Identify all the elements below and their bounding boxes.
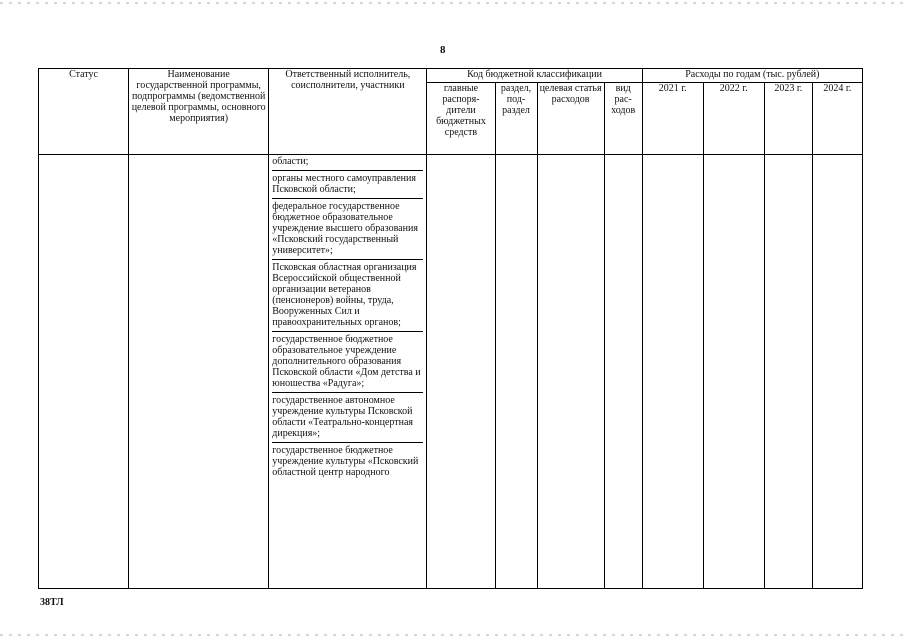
program-name-cell [129, 155, 269, 589]
header-expenses-by-year: Расходы по годам (тыс. рублей) [642, 69, 862, 83]
executor-item: государственное бюджетное учреждение культуры «Псковский областной центр народного [272, 442, 423, 481]
budget-table [38, 68, 863, 589]
executor-item: области; [272, 156, 309, 167]
header-budget-classification: Код бюджетной классификации [427, 69, 642, 83]
year-2021-cell [642, 155, 703, 589]
executor-item: государственное бюджетное образовательное учреждение дополнительного образования Псковской области «Дом детства и юношества «Радуга»; [272, 331, 423, 392]
status-cell [39, 155, 129, 589]
header-section: раздел, под-раздел [495, 83, 537, 155]
year-2024-cell [812, 155, 862, 589]
main-managers-cell [427, 155, 495, 589]
table-row [39, 155, 863, 589]
scan-edge-top [0, 2, 905, 4]
header-program-name: Наименование государственной программы, подпрограммы (ведомственной целевой программы, основного мероприятия) [129, 69, 269, 155]
target-item-cell [537, 155, 604, 589]
executor-item: органы местного самоуправления Псковской области; [272, 170, 423, 198]
executor-item: государственное автономное учреждение культуры Псковской области «Театрально-концертная дирекция»; [272, 392, 423, 442]
year-2022-cell [703, 155, 764, 589]
footer-code: 38ТЛ [40, 597, 64, 608]
header-year-2023: 2023 г. [764, 83, 812, 155]
scan-edge-bottom [0, 634, 905, 636]
header-status: Статус [39, 69, 129, 155]
page-number: 8 [440, 44, 446, 56]
header-year-2021: 2021 г. [642, 83, 703, 155]
header-responsible: Ответственный исполнитель, соисполнители, участники [269, 69, 427, 155]
header-main-managers: главные распоря-дители бюджетных средств [427, 83, 495, 155]
header-year-2024: 2024 г. [812, 83, 862, 155]
header-year-2022: 2022 г. [703, 83, 764, 155]
year-2023-cell [764, 155, 812, 589]
expense-type-cell [604, 155, 642, 589]
header-target-item: целевая статья расходов [537, 83, 604, 155]
executors-cell [269, 155, 427, 589]
header-expense-type: вид рас-ходов [604, 83, 642, 155]
executor-item: Псковская областная организация Всероссийской общественной организации ветеранов (пенсионеров) войны, труда, Вооруженных Сил и правоохранительных органов; [272, 259, 423, 331]
executor-item: федеральное государственное бюджетное образовательное учреждение высшего образования «Псковский государственный университет»; [272, 198, 423, 259]
section-cell [495, 155, 537, 589]
